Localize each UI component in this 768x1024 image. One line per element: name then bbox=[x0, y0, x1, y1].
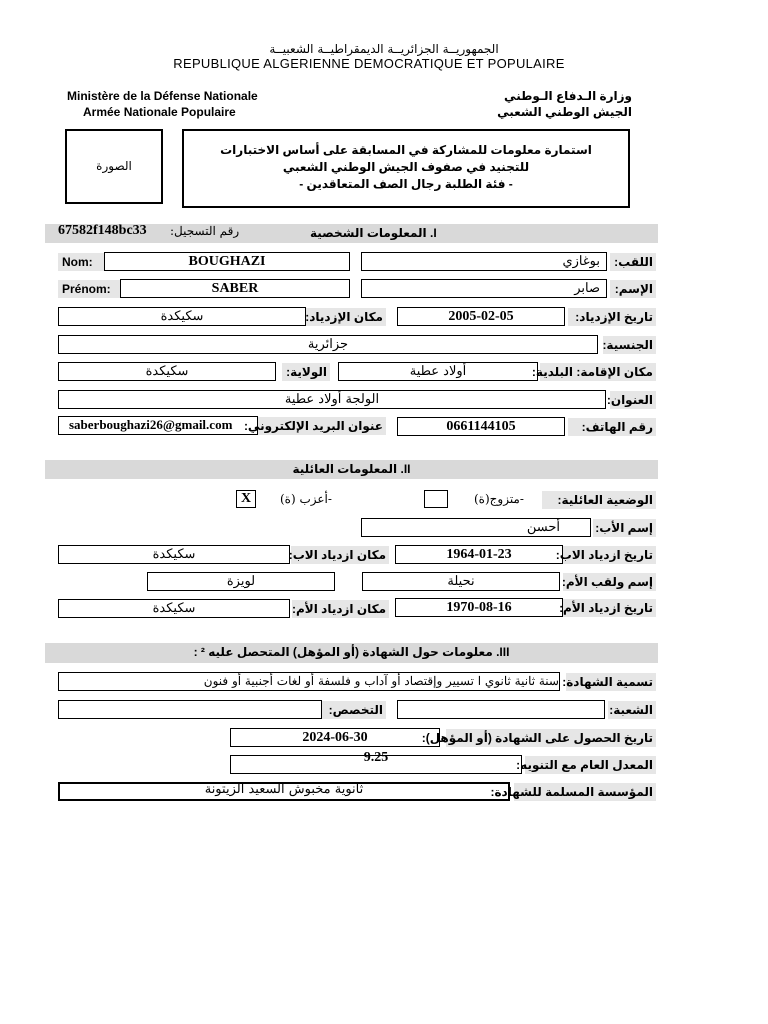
phone-label: رقم الهاتف: bbox=[568, 418, 656, 436]
specialty-field[interactable] bbox=[58, 700, 322, 719]
photo-frame bbox=[65, 129, 163, 204]
address-field[interactable] bbox=[58, 390, 606, 409]
registration-label: رقم التسجيل: bbox=[170, 224, 240, 238]
father-birth-place-value: سكيكدة bbox=[152, 547, 196, 562]
father-birth-date-field[interactable] bbox=[395, 545, 563, 564]
institution-value: ثانوية مخبوش السعيد الزيتونة bbox=[204, 782, 364, 797]
father-birth-place-label: مكان ازدياد الاب: bbox=[291, 546, 389, 564]
residence-commune-value: أولاد عطية bbox=[409, 364, 467, 379]
father-name-label: إسم الأب: bbox=[593, 519, 656, 537]
wilaya-value: سكيكدة bbox=[145, 364, 189, 379]
form-title-line2: للتجنيد في صفوف الجيش الوطني الشعبي bbox=[282, 160, 530, 174]
republic-title-fr: REPUBLIQUE ALGERIENNE DEMOCRATIQUE ET POPULAIRE bbox=[173, 56, 565, 71]
average-field[interactable] bbox=[230, 750, 522, 774]
ism-value: صابر bbox=[574, 281, 600, 296]
photo-label: الصورة bbox=[96, 159, 132, 173]
certificate-name-value: سنة ثانية ثانوي ا تسيير وإقتصاد أو آداب و فلسفة أو لغات أجنبية أو فنون bbox=[203, 674, 559, 688]
nom-label: Nom: bbox=[58, 253, 124, 271]
section3-title: III. معلومات حول الشهادة (أو المؤهل) المتحصل عليه ² : bbox=[193, 645, 510, 659]
nationality-label: الجنسية: bbox=[603, 336, 656, 354]
ism-label: الإسم: bbox=[610, 280, 656, 298]
mother-birth-place-field[interactable] bbox=[58, 599, 290, 618]
specialty-label: التخصص: bbox=[322, 701, 386, 719]
laqab-value: بوغازي bbox=[562, 254, 600, 269]
prenom-field[interactable] bbox=[120, 279, 350, 298]
ministry-ar: وزارة الـدفاع الـوطني bbox=[504, 89, 632, 103]
mother-birth-place-label: مكان ازدياد الأم: bbox=[292, 600, 389, 618]
nom-field[interactable] bbox=[104, 252, 350, 271]
birth-place-value: سكيكدة bbox=[160, 309, 204, 324]
residence-commune-field[interactable] bbox=[338, 362, 538, 381]
mother-surname-value: نحيلة bbox=[447, 574, 475, 589]
certificate-date-label: تاريخ الحصول على الشهادة (أو المؤهل): bbox=[446, 729, 656, 747]
form-title-line3: - فئة الطلبة رجال الصف المتعاقدين - bbox=[299, 177, 513, 191]
nom-value: BOUGHAZI bbox=[188, 254, 266, 269]
army-ar: الجيش الوطني الشعبي bbox=[497, 105, 632, 119]
republic-title-ar: الجمهوريــة الجزائريــة الديمقراطيــة الشعبيــة bbox=[269, 42, 499, 56]
nationality-field[interactable] bbox=[58, 335, 598, 354]
birth-date-label: تاريخ الإزدياد: bbox=[568, 308, 656, 326]
prenom-label: Prénom: bbox=[58, 280, 124, 298]
ism-field[interactable] bbox=[361, 279, 607, 298]
father-birth-place-field[interactable] bbox=[58, 545, 290, 564]
mother-surname-field[interactable] bbox=[362, 572, 560, 591]
laqab-field[interactable] bbox=[361, 252, 607, 271]
certificate-name-field[interactable] bbox=[58, 672, 560, 691]
residence-label: مكان الإقامة: البلدية: bbox=[540, 363, 656, 381]
father-birth-date-value: 1964-01-23 bbox=[446, 547, 512, 562]
laqab-label: اللقب: bbox=[610, 253, 656, 271]
email-value: saberboughazi26@gmail.com bbox=[69, 417, 233, 432]
institution-field[interactable] bbox=[58, 782, 510, 801]
mother-first-field[interactable] bbox=[147, 572, 335, 591]
birth-date-field[interactable] bbox=[397, 307, 565, 326]
birth-place-field[interactable] bbox=[58, 307, 306, 326]
average-value: 9.25 bbox=[363, 750, 389, 765]
married-checkbox[interactable] bbox=[424, 490, 448, 508]
email-field[interactable] bbox=[58, 416, 258, 435]
mother-birth-date-field[interactable] bbox=[395, 598, 563, 617]
birth-place-label: مكان الإزدياد: bbox=[306, 308, 386, 326]
certificate-date-value: 2024-06-30 bbox=[302, 730, 368, 745]
mother-birth-date-label: تاريخ ازدياد الأم: bbox=[563, 599, 656, 617]
mother-birth-place-value: سكيكدة bbox=[152, 601, 196, 616]
section1-title: I. المعلومات الشخصية bbox=[310, 226, 437, 240]
certificate-date-field[interactable] bbox=[230, 728, 440, 747]
marital-label: الوضعية العائلية: bbox=[542, 491, 656, 509]
father-name-field[interactable] bbox=[361, 518, 591, 537]
mother-birth-date-value: 1970-08-16 bbox=[446, 600, 512, 615]
birth-date-value: 2005-02-05 bbox=[448, 309, 514, 324]
average-label: المعدل العام مع التنويه: bbox=[525, 756, 656, 774]
section2-title: II. المعلومات العائلية bbox=[292, 462, 411, 476]
single-label: -أعزب (ة) bbox=[280, 492, 332, 506]
email-label: عنوان البريد الإلكتروني: bbox=[258, 417, 386, 435]
address-label: العنوان: bbox=[610, 391, 656, 409]
branch-label: الشعبة: bbox=[608, 701, 656, 719]
single-checkbox[interactable]: X bbox=[236, 490, 256, 508]
mother-name-label: إسم ولقب الأم: bbox=[563, 573, 656, 591]
phone-field[interactable] bbox=[397, 417, 565, 436]
institution-label: المؤسسة المسلمة للشهادة: bbox=[514, 783, 656, 801]
nationality-value: جزائرية bbox=[307, 337, 349, 352]
father-birth-date-label: تاريخ ازدياد الاب: bbox=[563, 546, 656, 564]
branch-field[interactable] bbox=[397, 700, 605, 719]
form-title-box bbox=[182, 129, 630, 208]
certificate-name-wrap bbox=[39, 673, 559, 689]
mother-first-value: لويزة bbox=[226, 574, 256, 589]
prenom-value: SABER bbox=[211, 281, 259, 296]
phone-value: 0661144105 bbox=[446, 419, 516, 434]
army-fr: Armée Nationale Populaire bbox=[83, 105, 236, 119]
registration-value: 67582f148bc33 bbox=[58, 223, 147, 238]
wilaya-label: الولاية: bbox=[282, 363, 330, 381]
ministry-fr: Ministère de la Défense Nationale bbox=[67, 89, 258, 103]
married-label: -متزوج(ة) bbox=[474, 492, 524, 506]
form-title-line1: استمارة معلومات للمشاركة في المسابقة على أساس الاختبارات bbox=[220, 143, 592, 157]
address-value: الولجة أولاد عطية bbox=[284, 392, 380, 407]
wilaya-field[interactable] bbox=[58, 362, 276, 381]
certificate-name-label: تسمية الشهادة: bbox=[566, 673, 656, 691]
father-name-value: أحسن bbox=[526, 520, 560, 535]
